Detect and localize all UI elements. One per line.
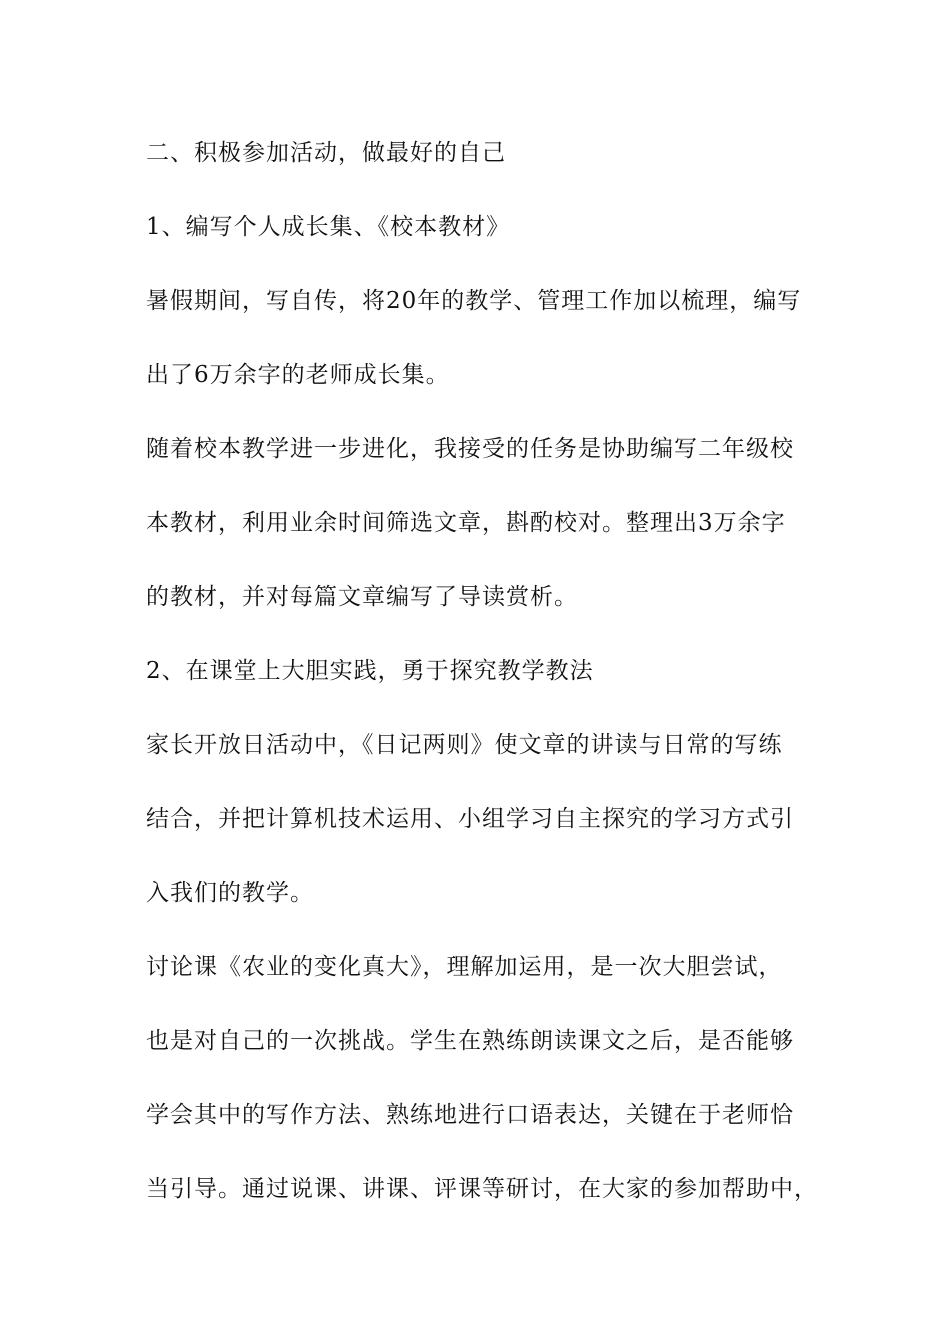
section-heading: 二、积极参加活动，做最好的自己 [146,140,506,166]
subsection-heading: 2、在课堂上大胆实践，勇于探究教学教法 [146,658,594,684]
paragraph-line: 也是对自己的一次挑战。学生在熟练朗读课文之后，是否能够 [146,1028,794,1054]
paragraph-line: 本教材，利用业余时间筛选文章，斟酌校对。整理出3万余字 [146,510,786,536]
paragraph-line: 结合，并把计算机技术运用、小组学习自主探究的学习方式引 [146,806,794,832]
paragraph-line: 出了6万余字的老师成长集。 [146,362,450,388]
paragraph-line: 讨论课《农业的变化真大》，理解加运用，是一次大胆尝试， [146,954,783,980]
paragraph-line: 家长开放日活动中，《日记两则》使文章的讲读与日常的写练 [146,732,783,758]
paragraph-line: 入我们的教学。 [146,880,314,906]
paragraph-line: 暑假期间，写自传，将20年的教学、管理工作加以梳理，编写 [146,288,802,314]
paragraph-line: 当引导。通过说课、讲课、评课等研讨，在大家的参加帮助中， [146,1176,818,1202]
subsection-heading: 1、编写个人成长集、《校本教材》 [146,214,511,240]
paragraph-line: 随着校本教学进一步进化，我接受的任务是协助编写二年级校 [146,436,794,462]
paragraph-line: 学会其中的写作方法、熟练地进行口语表达，关键在于老师恰 [146,1102,794,1128]
paragraph-line: 的教材，并对每篇文章编写了导读赏析。 [146,584,578,610]
